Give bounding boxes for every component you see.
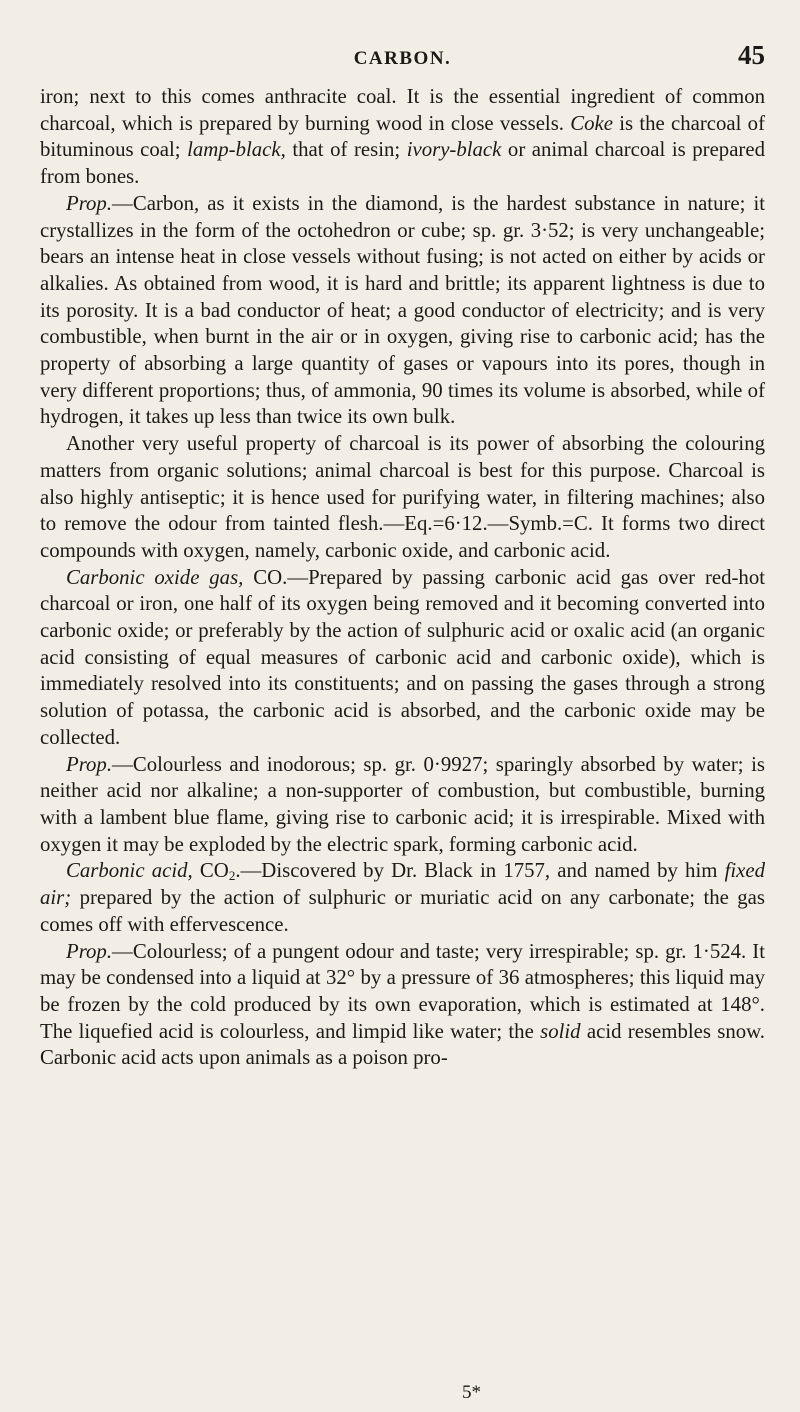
paragraph-carbonic-acid-properties bbox=[40, 939, 765, 1073]
text-segment: —Colourless; of a pungent odour and taste; very irrespirable; sp. gr. 1·524. It may be condensed into a liquid at 32° by a pressure of 36 atmospheres; this liquid may be frozen by the cold produced by its own evaporation, which is estimated at 148°. The liquefied acid is colourless, and limpid like water; the bbox=[40, 939, 765, 1043]
paragraph-charcoal-uses bbox=[40, 431, 765, 565]
text-segment: —Carbon, as it exists in the diamond, is the hardest substance in nature; it crystallizes in the form of the octohedron or cube; sp. gr. 3·52; is very unchangeable; bears an intense heat in close vessels without fusing; is not acted on either by acids or alkalies. As obtained from wood, it is hard and brittle; its apparent lightness is due to its porosity. It is a bad conductor of heat; a good conductor of electricity; and is very combustible, when burnt in the air or in oxygen, giving rise to carbonic acid; has the property of absorbing a large quantity of gases or vapours into its pores, though in very different proportions; thus, of ammonia, 90 times its volume is absorbed, while of hydrogen, it takes up less than twice its own bulk. bbox=[40, 191, 765, 429]
text-segment: —Colourless and inodorous; sp. gr. 0·9927; sparingly absorbed by water; is neither acid nor alkaline; a non-supporter of combustion, but combustible, burning with a lambent blue flame, giving rise to carbonic acid; it is irrespirable. Mixed with oxygen it may be exploded by the electric spark, forming carbonic acid. bbox=[40, 752, 765, 856]
formula-subscript: 2 bbox=[228, 868, 236, 884]
text-segment: CO.—Prepared by passing carbonic acid gas over red-hot charcoal or iron, one half of its oxygen being removed and it becoming converted into carbonic oxide; or preferably by the action of sulphuric acid or oxalic acid (an organic acid consisting of equal measures of carbonic acid and carbonic oxide), which is immediately resolved into its constituents; and on passing the gases through a strong solution of potassa, the carbonic acid is absorbed, and the carbonic oxide may be collected. bbox=[40, 565, 765, 749]
body-text bbox=[40, 84, 765, 1072]
label-prop: Prop. bbox=[66, 752, 113, 776]
label-prop: Prop. bbox=[66, 939, 113, 963]
text-segment: Another very useful property of charcoal is its power of absorbing the colouring matters from organic solutions; animal charcoal is best for this purpose. Charcoal is also highly antiseptic; it is hence used for purifying water, in filtering machines; also to remove the odour from tainted flesh.—Eq.=6·12.—Symb.=C. It forms two direct compounds with oxygen, namely, carbonic oxide, and carbonic acid. bbox=[40, 432, 765, 562]
running-head: CARBON. bbox=[353, 48, 452, 69]
text-segment: or animal charcoal is prepared from bones. bbox=[40, 138, 765, 189]
heading-carbonic-oxide: Carbonic oxide gas, bbox=[66, 565, 244, 589]
formula: CO bbox=[192, 859, 229, 883]
paragraph-charcoal-forms bbox=[40, 84, 765, 191]
term-coke: Coke bbox=[570, 111, 613, 135]
paragraph-carbon-properties bbox=[40, 191, 765, 431]
text-segment: acid resembles snow. Carbonic acid acts upon animals as a poison pro- bbox=[40, 1019, 765, 1070]
page-header bbox=[40, 40, 765, 78]
paragraph-carbonic-oxide-properties bbox=[40, 752, 765, 859]
text-segment: .—Discovered by Dr. Black in 1757, and named by him bbox=[235, 859, 725, 883]
paragraph-carbonic-acid bbox=[40, 858, 765, 938]
text-segment: that of resin; bbox=[285, 138, 407, 162]
signature-mark: 5* bbox=[462, 1382, 481, 1403]
term-fixed-air: fixed air; bbox=[40, 859, 765, 910]
text-segment: prepared by the action of sulphuric or muriatic acid on any carbonate; the gas comes off with effervescence. bbox=[40, 886, 765, 936]
term-solid: solid bbox=[540, 1019, 581, 1043]
text-segment: is the charcoal of bituminous coal; bbox=[40, 111, 765, 162]
term-ivory-black: ivory-black bbox=[406, 138, 502, 162]
page-number: 45 bbox=[738, 40, 765, 70]
heading-carbonic-acid: Carbonic acid, bbox=[66, 859, 193, 883]
text-segment: iron; next to this comes anthracite coal. It is the essential ingredient of common charcoal, which is prepared by burning wood in close vessels. bbox=[40, 85, 765, 135]
term-lamp-black: lamp-black, bbox=[187, 138, 286, 162]
paragraph-carbonic-oxide bbox=[40, 565, 765, 752]
label-prop: Prop. bbox=[66, 191, 113, 215]
